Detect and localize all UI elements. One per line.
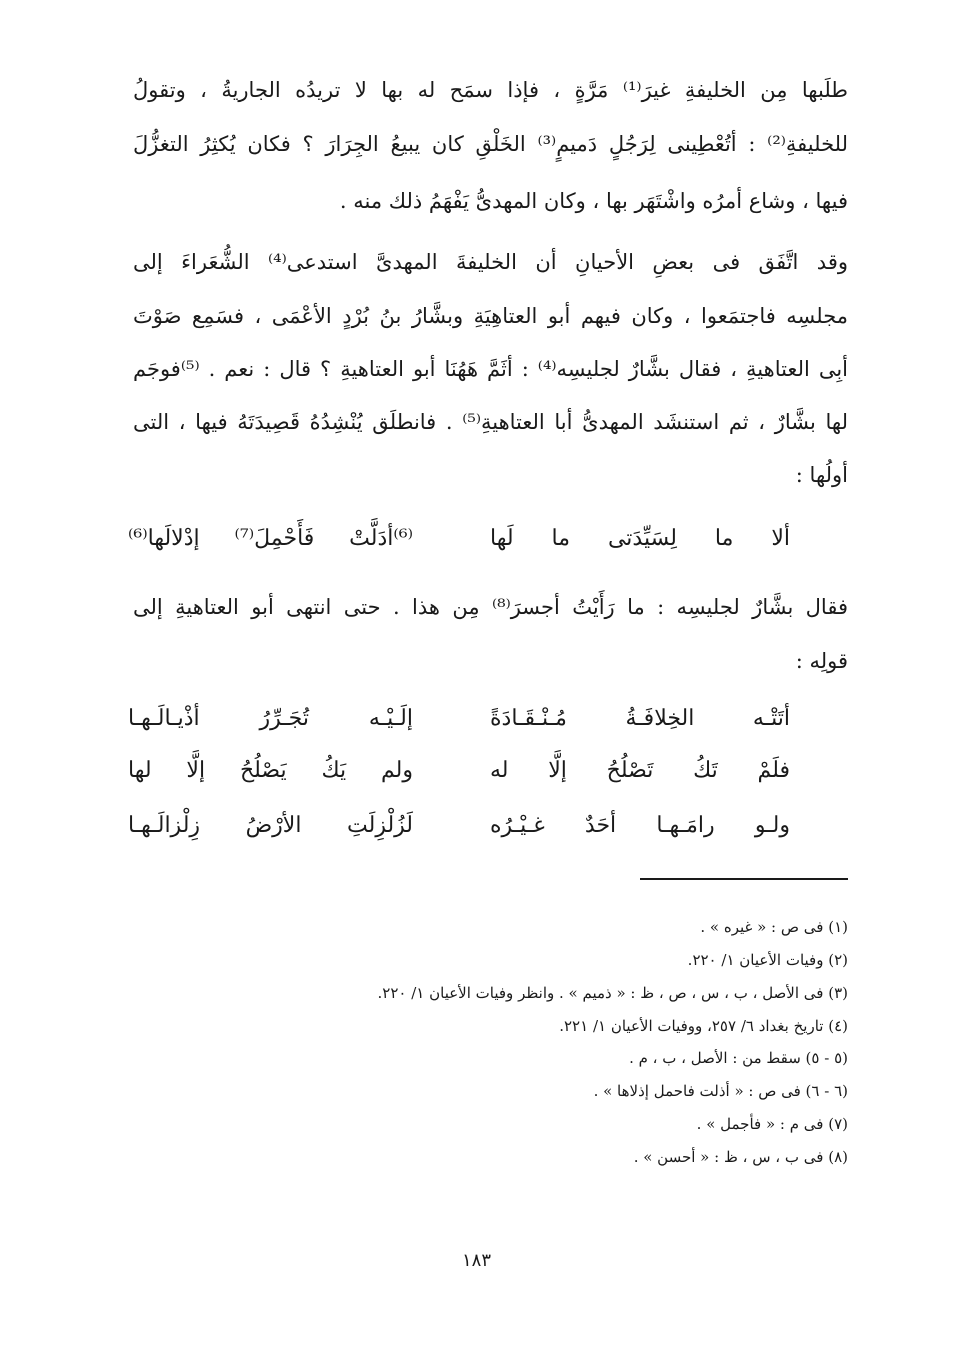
- footnote: (٤) تاريخ بغداد ٦/ ٢٥٧، ووفيات الأعيان ١/ ٢٢١.: [559, 1017, 848, 1035]
- footnote: (٢) وفيات الأعيان ١/ ٢٢٠.: [687, 951, 848, 969]
- footnote: (٦ - ٦) فى ص : « أذلت فاحمل إذلاها » .: [593, 1082, 848, 1100]
- verse-hemistich-second: ولم يَكُ يَصْلُحُ إلَّا لها: [128, 758, 413, 783]
- text-line: فيها ، وشاع أمرُه واشْتَهَر بها ، وكان المهدىُّ يَفْهَمُ ذلك منه .: [339, 189, 848, 213]
- text-line: فقال بشَّارٌ لجليسِه : ما رَأَيْتُ أجسرَ⁽⁸⁾ مِن هذا . حتى انتهى أبو العتاهيةِ إلى: [133, 595, 848, 619]
- footnote: (١) فى ص : « غيره » .: [700, 918, 848, 936]
- verse-hemistich-second: ⁽⁶⁾أدَلَّتْ فَأَحْمِلَ⁽⁷⁾ إدْلالَها⁽⁶⁾: [128, 526, 413, 551]
- verse-hemistich-first: ألا ما لِسَيِّدَتى ما لَها: [490, 526, 790, 551]
- verse-hemistich-first: أتَتْـه الخِلافَـةُ مُـنْـقَـادَةً: [490, 706, 790, 731]
- footnote: (٣) فى الأصل ، ب ، س ، ص ، ظ : « ذميم » . وانظر وفيات الأعيان ١/ ٢٢٠.: [377, 984, 848, 1002]
- verse-hemistich-second: إلَـيْـه تُجَـرِّرُ أذْيـالَـهـا: [128, 706, 413, 731]
- text-line: أبِى العتاهيةِ ، فقال بشَّارٌ لجليسِه⁽⁴⁾ : أثَمَّ هَهُنَا أبو العتاهيةِ ؟ قال : نعم . ⁽⁵⁾فوجَم: [133, 357, 848, 381]
- footnote: (٧) فى م : « فأجمل » .: [696, 1115, 848, 1133]
- footnote: (٨) فى ب ، س ، ظ : « أحسن » .: [633, 1148, 848, 1166]
- page-number: ١٨٣: [461, 1250, 491, 1271]
- verse-hemistich-second: لَزُلْزِلَتِ الأرْضُ زِلْزالَـهـا: [128, 813, 413, 838]
- text-line: لها بشَّارٌ ، ثم استنشَد المهدىُّ أبا العتاهيةِ⁽⁵⁾ . فانطلَق يُنْشِدُهُ قَصِيدَتَهُ فيها ، التى: [133, 410, 848, 434]
- footnote-divider: [640, 878, 848, 880]
- text-line: أولُها :: [795, 463, 848, 487]
- text-line: مجلسِه فاجتمَعوا ، وكان فيهم أبو العتاهِيَةِ وبشَّارُ بنُ بُرْدٍ الأعْمَى ، فسَمِع صَوْتَ: [133, 304, 848, 328]
- verse-hemistich-first: ولـو رامَـهـا أحَدٌ غـيْـرُه: [490, 813, 790, 838]
- verse-hemistich-first: فلَمْ تَكُ تَصْلُحُ إلَّا له: [490, 758, 790, 783]
- text-line: قولِه :: [795, 649, 848, 673]
- footnote: (٥ - ٥) سقط من : الأصل ، ب ، م .: [629, 1049, 848, 1067]
- text-line: طلَبها مِن الخليفةِ غيرَ⁽¹⁾ مَرَّةٍ ، فإذا سمَح له بها لا تريدُه الجاريةُ ، وتقولُ: [133, 78, 848, 102]
- text-line: وقد اتَّفَق فى بعضِ الأحيانِ أن الخليفةَ المهدىَّ استدعى⁽⁴⁾ الشُّعَراءَ إلى: [133, 250, 849, 274]
- text-line: للخليفةِ⁽²⁾ : أتُعْطِينى لِرَجُلٍ دَميمٍ⁽³⁾ الخَلْقِ كان يبيعُ الجِرَارَ ؟ فكان يُكثِرُ التغزُّلَ: [133, 132, 848, 156]
